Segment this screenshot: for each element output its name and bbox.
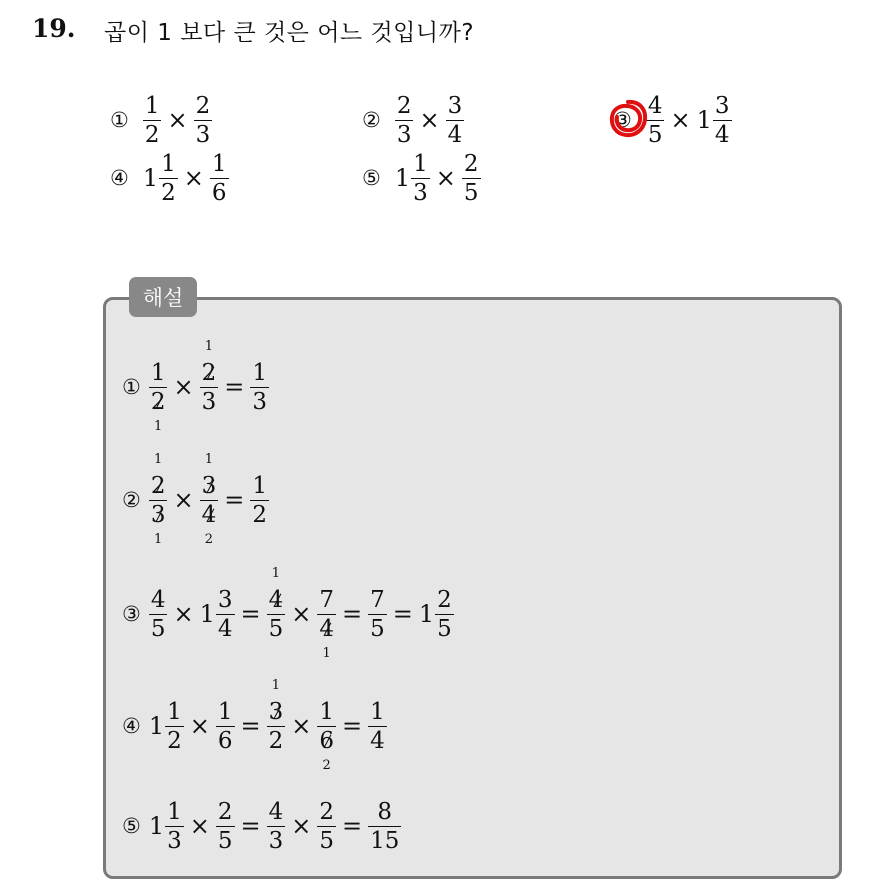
equals-sign: = — [342, 712, 363, 740]
numerator: 1 — [144, 92, 160, 119]
times-sign: × — [291, 712, 312, 740]
numerator: 3 1 — [268, 677, 284, 725]
fraction — [194, 93, 213, 148]
solution-row-2 — [122, 451, 269, 547]
times-sign: × — [435, 164, 456, 192]
whole-part: 1 — [696, 106, 712, 134]
mixed-number — [368, 587, 387, 642]
fraction — [267, 799, 286, 854]
times-sign: × — [189, 812, 210, 840]
mixed-number — [317, 586, 336, 661]
numerator: 1 — [252, 472, 267, 499]
numerator: 1 — [217, 698, 233, 725]
fraction — [368, 587, 387, 642]
fraction-bar — [250, 500, 269, 501]
fraction-bar — [149, 614, 168, 615]
times-sign: × — [183, 164, 204, 192]
denominator: 6 — [211, 179, 227, 206]
numerator: 3 — [447, 92, 463, 119]
solution-row-label: ③ — [122, 602, 141, 626]
numerator: 4 — [268, 798, 284, 825]
denominator: 5 — [268, 615, 284, 642]
fraction — [149, 451, 168, 547]
numerator: 2 1 — [201, 338, 217, 386]
question-number: 19. — [32, 14, 76, 43]
numerator: 1 — [413, 150, 428, 177]
solution-row-5 — [122, 786, 401, 866]
denominator: 3 1 — [150, 501, 166, 547]
fraction — [165, 699, 184, 754]
fraction-bar — [368, 726, 387, 727]
denominator: 2 — [144, 121, 160, 148]
whole-part: 1 — [199, 600, 215, 628]
denominator: 4 — [714, 121, 730, 148]
mixed-number — [419, 587, 454, 642]
numerator: 1 — [370, 698, 385, 725]
denominator: 5 — [370, 615, 385, 642]
numerator: 8 — [377, 798, 393, 825]
fraction — [317, 586, 336, 661]
whole-part: 1 — [148, 812, 165, 840]
reduced-denominator: 1 — [154, 418, 163, 434]
numerator: 2 — [319, 798, 334, 825]
fraction — [368, 699, 387, 754]
denominator: 2 — [167, 727, 182, 754]
numerator: 2 — [463, 150, 479, 177]
denominator: 3 — [396, 121, 412, 148]
fraction-bar — [200, 387, 219, 388]
mixed-number — [368, 799, 401, 854]
choice-5[interactable] — [362, 146, 481, 210]
mixed-number — [149, 359, 168, 434]
fraction-bar — [194, 120, 213, 121]
fraction — [149, 359, 168, 434]
reduced-numerator: 1 — [204, 338, 214, 354]
reduced-numerator: 1 — [154, 451, 163, 467]
mixed-number — [143, 93, 162, 148]
fraction-bar — [395, 120, 414, 121]
mixed-number — [200, 451, 219, 547]
equals-sign: = — [342, 812, 363, 840]
mixed-number — [267, 677, 286, 754]
denominator: 3 — [201, 388, 217, 415]
denominator: 4 — [370, 727, 385, 754]
numerator: 1 — [150, 359, 166, 386]
equals-sign: = — [240, 712, 261, 740]
equals-sign: = — [342, 600, 363, 628]
equals-sign: = — [240, 600, 261, 628]
times-sign: × — [173, 600, 194, 628]
fraction-bar — [149, 500, 168, 501]
mixed-number — [149, 699, 184, 754]
mixed-number — [149, 799, 184, 854]
numerator: 1 — [167, 798, 182, 825]
fraction — [159, 151, 178, 206]
choice-5-label: ⑤ — [362, 166, 381, 190]
fraction-bar — [368, 614, 387, 615]
fraction-bar — [159, 178, 178, 179]
denominator: 4 2 — [201, 501, 217, 547]
denominator: 2 1 — [150, 388, 166, 434]
times-sign: × — [291, 812, 312, 840]
denominator: 3 — [413, 179, 428, 206]
fraction-bar — [216, 614, 235, 615]
mixed-number — [462, 151, 481, 206]
fraction — [149, 587, 168, 642]
choice-3-label: ③ — [613, 108, 632, 132]
numerator: 3 — [714, 92, 730, 119]
times-sign: × — [670, 106, 691, 134]
numerator: 7 — [370, 586, 385, 613]
fraction — [216, 587, 235, 642]
reduced-numerator: 1 — [204, 451, 214, 467]
solution-expression — [148, 677, 387, 773]
times-sign: × — [167, 106, 188, 134]
mixed-number — [149, 587, 168, 642]
denominator: 4 — [447, 121, 463, 148]
solution-row-label: ④ — [122, 714, 141, 738]
fraction — [200, 451, 219, 547]
mixed-number — [267, 565, 286, 642]
solution-expression — [149, 338, 269, 434]
numerator: 3 — [217, 586, 233, 613]
denominator: 2 — [161, 179, 176, 206]
fraction — [143, 93, 162, 148]
mixed-number — [368, 699, 387, 754]
fraction-bar — [216, 726, 235, 727]
times-sign: × — [419, 106, 440, 134]
solution-row-3 — [122, 565, 454, 661]
choice-4[interactable] — [110, 146, 229, 210]
fraction — [368, 799, 401, 854]
mixed-number — [697, 93, 732, 148]
denominator: 4 1 — [319, 615, 334, 661]
numerator: 7 — [319, 586, 334, 613]
numerator: 1 — [319, 698, 334, 725]
times-sign: × — [291, 600, 312, 628]
solution-row-1 — [122, 338, 269, 434]
denominator: 3 — [167, 827, 182, 854]
solution-row-4 — [122, 677, 387, 773]
equals-sign: = — [224, 373, 245, 401]
reduced-denominator: 2 — [322, 757, 331, 773]
mixed-number — [216, 699, 235, 754]
fraction — [267, 677, 286, 754]
denominator: 3 — [195, 121, 211, 148]
fraction — [250, 473, 269, 528]
fraction-bar — [200, 500, 219, 501]
denominator: 6 2 — [319, 727, 334, 773]
fraction — [165, 799, 184, 854]
numerator: 4 1 — [268, 565, 284, 613]
denominator: 5 — [217, 827, 233, 854]
mixed-number — [395, 151, 430, 206]
fraction — [216, 699, 235, 754]
choice-expression — [395, 93, 464, 148]
denominator: 3 — [252, 388, 267, 415]
solution-expression — [149, 799, 402, 854]
equals-sign: = — [224, 486, 245, 514]
choice-2[interactable] — [362, 88, 464, 152]
fraction — [713, 93, 732, 148]
solution-row-label: ② — [122, 488, 141, 512]
choice-4-label: ④ — [110, 166, 129, 190]
denominator: 2 — [268, 727, 284, 754]
fraction-bar — [713, 120, 732, 121]
fraction — [446, 93, 465, 148]
mixed-number — [250, 473, 269, 528]
whole-part: 1 — [418, 600, 435, 628]
mixed-number — [200, 338, 219, 415]
solution-expression — [149, 451, 269, 547]
denominator: 3 — [268, 827, 284, 854]
numerator: 2 — [437, 586, 452, 613]
fraction — [250, 360, 269, 415]
fraction — [317, 799, 336, 854]
numerator: 2 1 — [150, 451, 166, 499]
mixed-number — [267, 799, 286, 854]
reduced-denominator: 2 — [204, 531, 214, 547]
denominator: 5 — [150, 615, 166, 642]
numerator: 1 — [161, 150, 176, 177]
fraction-bar — [267, 726, 286, 727]
mixed-number — [395, 93, 414, 148]
mixed-number — [210, 151, 229, 206]
choice-1[interactable] — [110, 88, 212, 152]
numerator: 1 — [211, 150, 227, 177]
fraction-bar — [250, 387, 269, 388]
numerator: 4 — [647, 92, 663, 119]
reduced-numerator: 1 — [271, 677, 281, 693]
denominator: 2 — [252, 501, 267, 528]
denominator: 5 — [319, 827, 334, 854]
numerator: 2 — [396, 92, 412, 119]
fraction — [210, 151, 229, 206]
denominator: 15 — [370, 827, 400, 854]
choice-expression — [395, 151, 481, 206]
fraction — [395, 93, 414, 148]
solution-row-label: ⑤ — [122, 814, 141, 838]
fraction — [462, 151, 481, 206]
fraction-bar — [149, 387, 168, 388]
times-sign: × — [173, 486, 194, 514]
reduced-denominator: 1 — [322, 645, 331, 661]
mixed-number — [250, 360, 269, 415]
whole-part: 1 — [148, 712, 165, 740]
numerator: 2 — [217, 798, 233, 825]
mixed-number — [143, 151, 178, 206]
whole-part: 1 — [394, 164, 411, 192]
fraction-bar — [267, 614, 286, 615]
whole-part: 1 — [142, 164, 159, 192]
fraction-bar — [165, 826, 184, 827]
fraction — [216, 799, 235, 854]
reduced-denominator: 1 — [154, 531, 163, 547]
times-sign: × — [173, 373, 194, 401]
fraction-bar — [216, 826, 235, 827]
denominator: 5 — [463, 179, 479, 206]
fraction — [267, 565, 286, 642]
solution-expression — [149, 565, 454, 661]
fraction-bar — [462, 178, 481, 179]
mixed-number — [317, 698, 336, 773]
solution-row-label: ① — [122, 375, 141, 399]
equals-sign: = — [240, 812, 261, 840]
fraction-bar — [317, 726, 336, 727]
fraction — [317, 698, 336, 773]
denominator: 4 — [217, 615, 233, 642]
numerator: 4 — [150, 586, 166, 613]
fraction-bar — [143, 120, 162, 121]
numerator: 3 1 — [201, 451, 217, 499]
fraction-bar — [368, 826, 401, 827]
numerator: 2 — [195, 92, 211, 119]
fraction-bar — [411, 178, 430, 179]
fraction-bar — [317, 614, 336, 615]
denominator: 6 — [217, 727, 233, 754]
numerator: 1 — [167, 698, 182, 725]
fraction-bar — [165, 726, 184, 727]
solution-tag: 해설 — [129, 277, 197, 317]
fraction-bar — [446, 120, 465, 121]
fraction-bar — [435, 614, 454, 615]
mixed-number — [194, 93, 213, 148]
numerator: 1 — [252, 359, 267, 386]
reduced-numerator: 1 — [271, 565, 281, 581]
choice-expression — [143, 151, 229, 206]
fraction-bar — [210, 178, 229, 179]
fraction-bar — [267, 826, 286, 827]
answer-mark-icon — [606, 97, 650, 141]
fraction — [435, 587, 454, 642]
mixed-number — [200, 587, 235, 642]
equals-sign: = — [392, 600, 413, 628]
choice-expression — [646, 93, 732, 148]
denominator: 5 — [647, 121, 663, 148]
denominator: 5 — [437, 615, 452, 642]
mixed-number — [149, 451, 168, 547]
mixed-number — [216, 799, 235, 854]
question-text: 곱이 1 보다 큰 것은 어느 것입니까? — [104, 20, 475, 46]
times-sign: × — [189, 712, 210, 740]
fraction — [411, 151, 430, 206]
choice-2-label: ② — [362, 108, 381, 132]
choice-expression — [143, 93, 212, 148]
fraction-bar — [317, 826, 336, 827]
mixed-number — [446, 93, 465, 148]
choice-1-label: ① — [110, 108, 129, 132]
fraction — [200, 338, 219, 415]
mixed-number — [317, 799, 336, 854]
